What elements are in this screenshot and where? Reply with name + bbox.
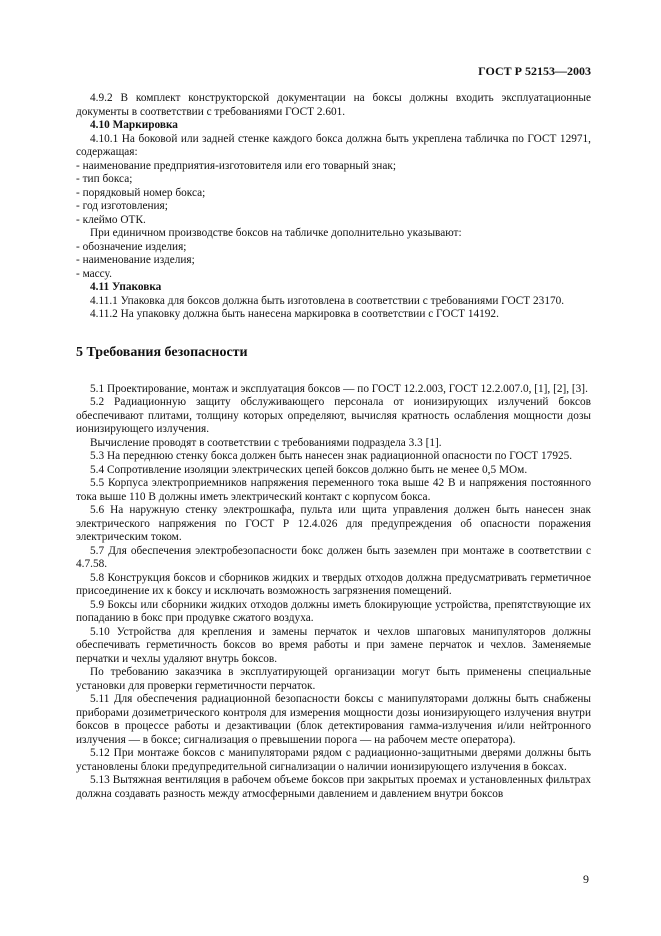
paragraph: Вычисление проводят в соответствии с требованиями подраздела 3.3 [1]. [90,436,442,449]
page-number: 9 [583,872,589,886]
paragraph: 5.9 Боксы или сборники жидких отходов должны иметь блокирующие устройства, препятствующие их попаданию в бокс при продувке сжатого воздуха. [76,598,591,624]
paragraph: 5.1 Проектирование, монтаж и эксплуатация боксов — по ГОСТ 12.2.003, ГОСТ 12.2.007.0, [1], [2], [3]. [90,382,588,395]
list-item: - порядковый номер бокса; [76,186,206,199]
page-content [76,92,591,801]
paragraph: При единичном производстве боксов на табличке дополнительно указывают: [90,227,462,239]
paragraph: 5.11 Для обеспечения радиационной безопасности боксы с манипуляторами должны быть снабжены приборами дозиметрического контроля для измерения мощности дозы ионизирующего излучения внутри боксов в процессе работы и дезактивации (блок детектирования гамма-излучения и/или нейтронного излучения — в боксе; сигнализация о превышении порога — на рабочем месте оператора). [76,693,591,746]
subsection-heading: 4.10 Маркировка [90,119,178,131]
paragraph: 4.11.2 На упаковку должна быть нанесена маркировка в соответствии с ГОСТ 14192. [90,308,499,320]
list-item: - наименование изделия; [76,254,195,266]
paragraph: 4.9.2 В комплект конструкторской документации на боксы должны входить эксплуатационные документы в соответствии с требованиями ГОСТ 2.601. [76,92,591,118]
list-item: - обозначение изделия; [76,240,187,253]
paragraph: 5.4 Сопротивление изоляции электрических цепей боксов должно быть не менее 0,5 МОм. [90,463,528,476]
paragraph: 5.7 Для обеспечения электробезопасности бокс должен быть заземлен при монтаже в соответствии с 4.7.58. [76,544,591,570]
list-item: - тип бокса; [76,173,133,185]
list-item: - массу. [76,267,112,280]
paragraph: 4.10.1 На боковой или задней стенке каждого бокса должна быть укреплена табличка по ГОСТ 12971, содержащая: [76,132,591,158]
section-title: 5 Требования безопасности [76,344,248,360]
paragraph: По требованию заказчика в эксплуатирующей организации могут быть применены специальные установки для проверки герметичности перчаток. [76,666,591,692]
paragraph: 5.3 На переднюю стенку бокса должен быть нанесен знак радиационной опасности по ГОСТ 17925. [90,450,573,462]
subsection-heading: 4.11 Упаковка [90,281,162,293]
paragraph: 5.10 Устройства для крепления и замены перчаток и чехлов шпаговых манипуляторов должны обеспечивать герметичность боксов во время работы и при замене перчаток и чехлов. Заменяемые перчатки и чехлы удаляют внутрь боксов. [76,625,591,665]
paragraph: 5.6 На наружную стенку электрошкафа, пульта или щита управления должен быть нанесен знак электрического напряжения по ГОСТ Р 12.4.026 для предупреждения об опасности поражения электрическим током. [76,504,591,543]
list-item: - наименование предприятия-изготовителя или его товарный знак; [76,159,396,172]
document-header: ГОСТ Р 52153—2003 [478,64,591,78]
paragraph: 5.8 Конструкция боксов и сборников жидких и твердых отходов должна предусматривать герметичное присоединение их к боксу и исключать возможность загрязнения помещений. [76,571,591,597]
list-item: - клеймо ОТК. [76,213,146,226]
paragraph: 4.11.1 Упаковка для боксов должна быть изготовлена в соответствии с требованиями ГОСТ 23170. [90,294,565,307]
list-item: - год изготовления; [76,200,168,212]
paragraph: 5.2 Радиационную защиту обслуживающего персонала от ионизирующих излучений боксов обеспечивают плитами, толщину которых определяют, вычисляя кратность ослабления мощности дозы ионизирующего излучения. [76,396,591,435]
paragraph: 5.13 Вытяжная вентиляция в рабочем объеме боксов при закрытых проемах и установленных фильтрах должна создавать разность между атмосферными давлением и давлением внутри боксов [76,774,591,800]
paragraph: 5.12 При монтаже боксов с манипуляторами рядом с радиационно-защитными дверями должны быть установлены блоки предупредительной сигнализации о наличии ионизирующего излучения в боксах. [76,747,591,773]
paragraph: 5.5 Корпуса электроприемников напряжения переменного тока выше 42 В и напряжения постоянного тока выше 110 В должны иметь электрический контакт с корпусом бокса. [76,477,591,503]
